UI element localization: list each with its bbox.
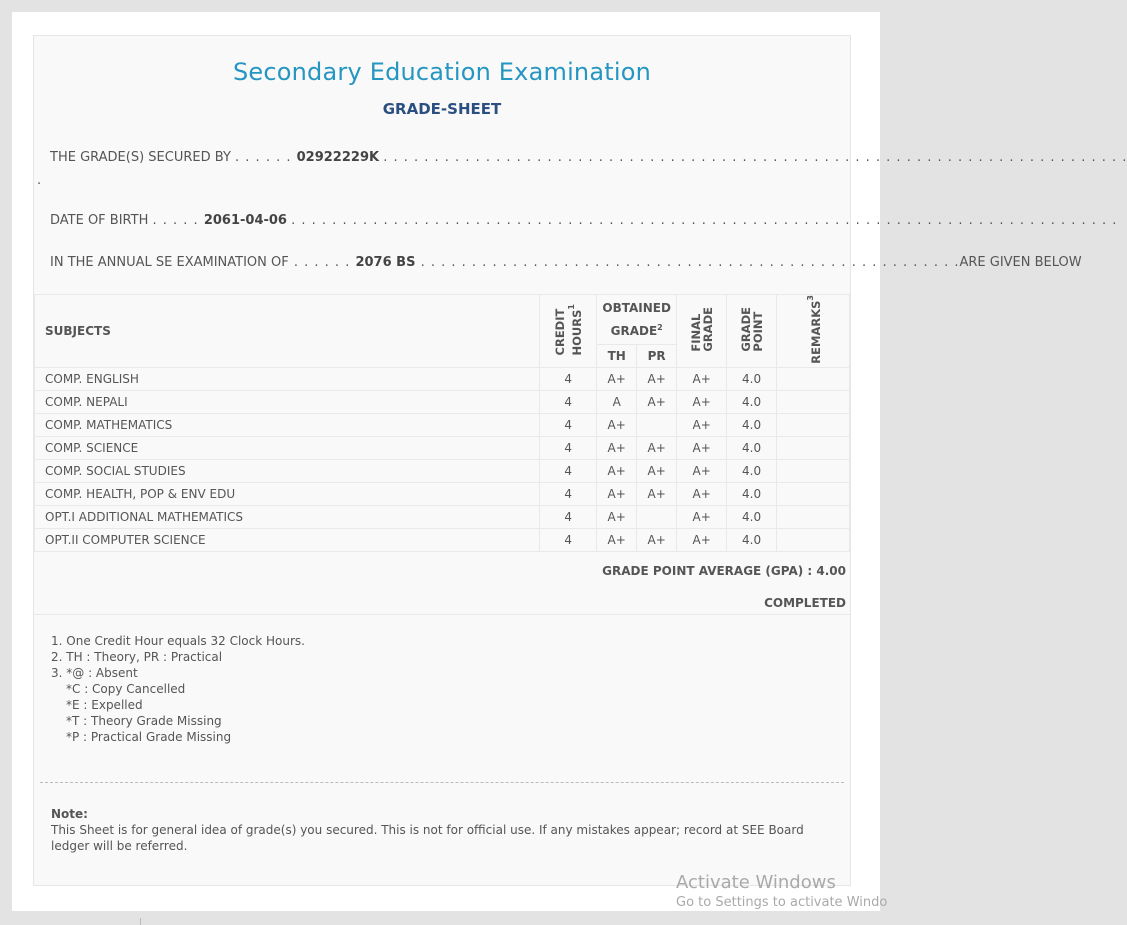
final-grade-cell: A+ xyxy=(677,436,727,459)
sheet-subtitle: GRADE-SHEET xyxy=(382,100,502,118)
subject-name: COMP. HEALTH, POP & ENV EDU xyxy=(35,482,540,505)
watermark-line2: Go to Settings to activate Windo xyxy=(676,895,888,910)
grade-point-cell: 4.0 xyxy=(727,436,777,459)
secured-by-line: THE GRADE(S) SECURED BY . . . . . . 02922229K . . . . . . . . . . . . . . . . . . . . . . . . . . . . . . . . . . . . . . . . . . . . . . . . . . . . . . . . . . . . . . . . . . . . . . . . . xyxy=(50,150,1127,165)
final-grade-header: FINAL GRADE xyxy=(677,295,727,368)
footnote-code: *E : Expelled xyxy=(66,698,143,712)
grade-point-cell: 4.0 xyxy=(727,459,777,482)
pr-grade-cell xyxy=(637,505,677,528)
given-below-text: ARE GIVEN BELOW xyxy=(959,255,1082,270)
final-grade-cell: A+ xyxy=(677,482,727,505)
remarks-cell xyxy=(777,367,850,390)
grade-point-cell: 4.0 xyxy=(727,482,777,505)
final-grade-cell: A+ xyxy=(677,528,727,551)
subjects-header: SUBJECTS xyxy=(35,295,540,368)
obtained-grade-header: OBTAINED GRADE$^2$ xyxy=(597,295,677,345)
pr-grade-cell: A+ xyxy=(637,482,677,505)
remarks-cell xyxy=(777,505,850,528)
remarks-cell xyxy=(777,413,850,436)
th-grade-cell: A xyxy=(597,390,637,413)
remarks-cell xyxy=(777,482,850,505)
footnote-code: *T : Theory Grade Missing xyxy=(66,714,222,728)
table-row xyxy=(35,413,850,436)
subject-name: OPT.I ADDITIONAL MATHEMATICS xyxy=(35,505,540,528)
final-grade-cell: A+ xyxy=(677,390,727,413)
credit-cell: 4 xyxy=(540,390,597,413)
dashed-divider xyxy=(40,782,844,783)
remarks-header: REMARKS$^3$ xyxy=(777,295,850,368)
credit-cell: 4 xyxy=(540,413,597,436)
subject-name: COMP. NEPALI xyxy=(35,390,540,413)
pr-grade-cell: A+ xyxy=(637,459,677,482)
footnote-code: *C : Copy Cancelled xyxy=(66,682,186,696)
exam-title: Secondary Education Examination xyxy=(232,58,652,86)
table-row xyxy=(35,482,850,505)
table-row xyxy=(35,436,850,459)
wrapped-dot: . xyxy=(37,173,42,188)
footnote-code: *P : Practical Grade Missing xyxy=(66,730,232,744)
pr-grade-cell: A+ xyxy=(637,436,677,459)
remarks-cell xyxy=(777,436,850,459)
th-grade-cell: A+ xyxy=(597,413,637,436)
table-row xyxy=(35,367,850,390)
footnote-item: 2. TH : Theory, PR : Practical xyxy=(51,650,223,664)
scroll-tick xyxy=(140,918,141,925)
activate-windows-watermark xyxy=(676,872,887,910)
disclaimer-note xyxy=(51,806,831,854)
subject-name: COMP. SOCIAL STUDIES xyxy=(35,459,540,482)
credit-cell: 4 xyxy=(540,367,597,390)
th-grade-cell: A+ xyxy=(597,367,637,390)
table-row xyxy=(35,528,850,551)
grade-point-cell: 4.0 xyxy=(727,413,777,436)
grade-point-cell: 4.0 xyxy=(727,390,777,413)
th-grade-cell: A+ xyxy=(597,505,637,528)
final-grade-cell: A+ xyxy=(677,505,727,528)
pr-grade-cell: A+ xyxy=(637,367,677,390)
table-row xyxy=(35,505,850,528)
gpa-summary: GRADE POINT AVERAGE (GPA) : 4.00 xyxy=(602,564,846,578)
symbol-number: 02922229K xyxy=(296,150,380,165)
remarks-cell xyxy=(777,459,850,482)
th-grade-cell: A+ xyxy=(597,482,637,505)
subject-name: COMP. ENGLISH xyxy=(35,367,540,390)
grades-table xyxy=(34,294,850,552)
watermark-line1: Activate Windows xyxy=(676,872,836,893)
grade-sheet xyxy=(33,35,1127,886)
final-grade-cell: A+ xyxy=(677,367,727,390)
exam-label: IN THE ANNUAL SE EXAMINATION OF xyxy=(50,255,289,270)
dob-label: DATE OF BIRTH xyxy=(50,213,149,228)
credit-cell: 4 xyxy=(540,436,597,459)
note-label: Note: xyxy=(51,807,88,821)
dob-line: DATE OF BIRTH . . . . . 2061-04-06 . . . . . . . . . . . . . . . . . . . . . . . . . . . . . . . . . . . . . . . . . . . . . . . . . . . . . . . . . . . . . . . . . . . . . . . . . . . . . . . . . xyxy=(50,213,1118,228)
secured-by-label: THE GRADE(S) SECURED BY xyxy=(50,150,231,165)
credit-cell: 4 xyxy=(540,482,597,505)
th-header: TH xyxy=(597,344,637,367)
subject-name: COMP. SCIENCE xyxy=(35,436,540,459)
grade-point-header: GRADE POINT xyxy=(727,295,777,368)
th-grade-cell: A+ xyxy=(597,528,637,551)
th-grade-cell: A+ xyxy=(597,436,637,459)
remarks-cell xyxy=(777,390,850,413)
exam-year: 2076 BS xyxy=(355,255,416,270)
dob-value: 2061-04-06 xyxy=(203,213,287,228)
page-frame xyxy=(12,12,1127,911)
footnote-item: 1. One Credit Hour equals 32 Clock Hours. xyxy=(51,634,305,648)
exam-line: IN THE ANNUAL SE EXAMINATION OF . . . . . . 2076 BS . . . . . . . . . . . . . . . . . . . . . . . . . . . . . . . . . . . . . . . . . . . . . . . . . . . . . ARE GIVEN BELOW xyxy=(50,255,1082,270)
final-grade-cell: A+ xyxy=(677,459,727,482)
final-grade-cell: A+ xyxy=(677,413,727,436)
note-text: This Sheet is for general idea of grade(s) you secured. This is not for official use. If any mistakes appear; record at SEE Board ledger will be referred. xyxy=(51,823,804,853)
pr-header: PR xyxy=(637,344,677,367)
subject-name: OPT.II COMPUTER SCIENCE xyxy=(35,528,540,551)
footnote-item: 3. *@ : Absent xyxy=(51,666,138,680)
divider xyxy=(34,614,850,615)
th-grade-cell: A+ xyxy=(597,459,637,482)
credit-cell: 4 xyxy=(540,528,597,551)
table-row xyxy=(35,390,850,413)
grade-point-cell: 4.0 xyxy=(727,505,777,528)
subject-name: COMP. MATHEMATICS xyxy=(35,413,540,436)
credit-cell: 4 xyxy=(540,459,597,482)
footnotes xyxy=(51,633,305,745)
pr-grade-cell xyxy=(637,413,677,436)
credit-hours-header: CREDIT HOURS$^1$ xyxy=(540,295,597,368)
pr-grade-cell: A+ xyxy=(637,390,677,413)
remarks-cell xyxy=(777,528,850,551)
pr-grade-cell: A+ xyxy=(637,528,677,551)
credit-cell: 4 xyxy=(540,505,597,528)
table-row xyxy=(35,459,850,482)
grade-point-cell: 4.0 xyxy=(727,367,777,390)
grade-point-cell: 4.0 xyxy=(727,528,777,551)
result-status: COMPLETED xyxy=(764,596,846,610)
